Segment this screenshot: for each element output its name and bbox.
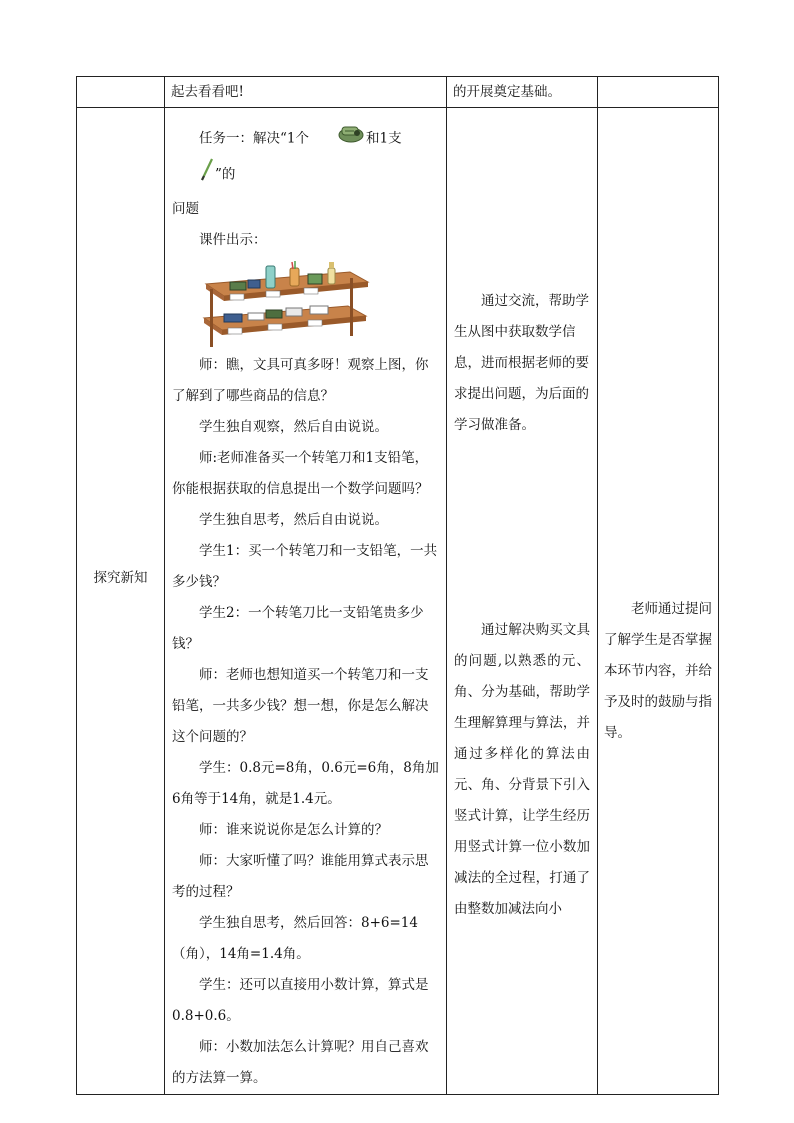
dialogue-line: 学生2：一个转笔刀比一支铅笔贵多少钱？ (172, 605, 424, 652)
activity-cell (165, 77, 447, 108)
dialogue-line: 学生独自观察，然后自由说说。 (199, 419, 388, 435)
task-title-suffix: ”的 (215, 166, 236, 183)
design-intent-2: 通过解决购买文具的问题,以熟悉的元、角、分为基础，帮助学生理解算理与算法，并通过多样化的算法由元、角、分背景下引入竖式计算，让学生经历用竖式计算一位小数加减法的全过程，打通了由整数加减法向小 (454, 622, 590, 917)
dialogue-line: 学生：0.8元=8角，0.6元=6角，8角加6角等于14角，就是1.4元。 (172, 760, 439, 807)
dialogue-line: 学生独自思考，然后自由说说。 (199, 512, 388, 528)
task-title (172, 122, 439, 194)
dialogue-line: 师:老师准备买一个转笔刀和1支铅笔，你能根据获取的信息提出一个数学问题吗？ (172, 450, 429, 497)
dialogue-line: 师：小数加法怎么计算呢？用自己喜欢的方法算一算。 (172, 1039, 429, 1086)
activity-cell (165, 108, 447, 1095)
table-row (77, 108, 719, 1095)
evaluation-cell (598, 77, 719, 108)
evaluation-note: 老师通过提问了解学生是否掌握本环节内容，并给予及时的鼓励与指导。 (604, 601, 712, 741)
activity-text: 起去看看吧! (171, 84, 244, 100)
intent-cell (447, 108, 598, 1095)
lesson-plan-table (76, 76, 719, 1095)
pencil-sharpener-icon (309, 122, 366, 156)
task-title-mid: 和1支 (366, 130, 402, 147)
dialogue-line: 师：大家听懂了吗？谁能用算式表示思考的过程？ (172, 853, 429, 900)
dialogue-line: 师：老师也想知道买一个转笔刀和一支铅笔，一共多少钱？想一想，你是怎么解决这个问题的？ (172, 667, 429, 745)
table-row (77, 77, 719, 108)
dialogue-line: 学生独自思考，然后回答：8+6=14（角），14角=1.4角。 (172, 915, 418, 962)
dialogue-line: 师：瞧，文具可真多呀！观察上图，你了解到了哪些商品的信息？ (172, 357, 429, 404)
dialogue-line: 师：谁来说说你是怎么计算的？ (199, 822, 388, 838)
task-title-line2: 问题 (172, 201, 199, 217)
section-label: 探究新知 (93, 570, 148, 586)
pencil-icon (172, 156, 215, 194)
dialogue-line: 学生：还可以直接用小数计算，算式是0.8+0.6。 (172, 977, 429, 1024)
design-intent-1: 通过交流，帮助学生从图中获取数学信息，进而根据老师的要求提出问题，为后面的学习做准备。 (454, 293, 589, 433)
stage-cell (77, 77, 165, 108)
intent-text: 的开展奠定基础。 (453, 84, 561, 100)
courseware-label: 课件出示： (199, 232, 267, 248)
stage-cell (77, 108, 165, 1095)
stationery-shelf-illustration (172, 260, 439, 348)
intent-cell (447, 77, 598, 108)
evaluation-cell (598, 108, 719, 1095)
dialogue-line: 学生1：买一个转笔刀和一支铅笔，一共多少钱？ (172, 543, 438, 590)
task-title-prefix: 任务一：解决“1个 (199, 130, 309, 147)
